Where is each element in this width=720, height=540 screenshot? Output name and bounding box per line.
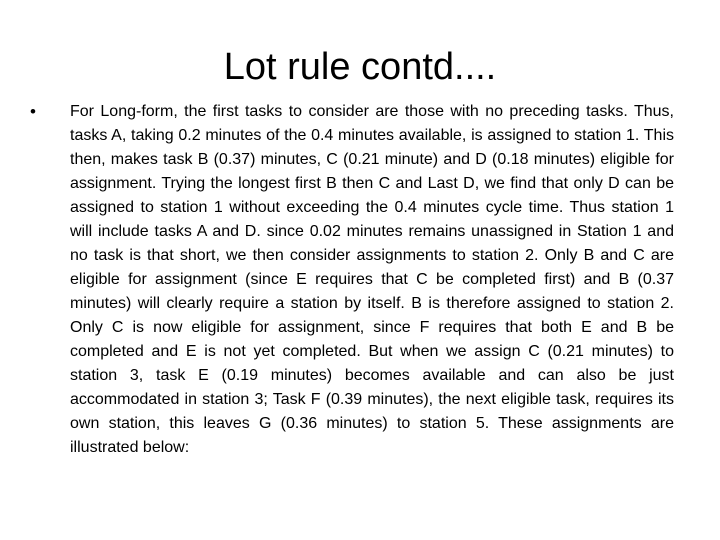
slide-title: Lot rule contd.... [223, 46, 497, 88]
bullet-item [30, 100, 674, 460]
bullet-list [30, 100, 674, 460]
bullet-text: For Long-form, the first tasks to consider are those with no preceding tasks. Thus, tasks A, taking 0.2 minutes of the 0.4 minutes available, is assigned to station 1. This then, makes task B (0.37) minutes, C (0.21 minute) and D (0.18 minutes) eligible for assignment. Trying the longest first B then C and Last D, we find that only D can be assigned to station 1 without exceeding the 0.4 minutes cycle time. Thus station 1 will include tasks A and D. since 0.02 minutes remains unassigned in Station 1 and no task is that short, we then consider assignments to station 2. Only B and C are eligible for assignment (since E requires that C be completed first) and B (0.37 minutes) will clearly require a station by itself. B is therefore assigned to station 2. Only C is now eligible for assignment, since F requires that both E and B be completed and E is not yet completed. But when we assign C (0.21 minutes) to station 3, task E (0.19 minutes) becomes available and can also be just accommodated in station 3; Task F (0.39 minutes), the next eligible task, requires its own station, this leaves G (0.36 minutes) to station 5. These assignments are illustrated below: [70, 103, 674, 456]
bullet-marker: • [30, 102, 36, 121]
